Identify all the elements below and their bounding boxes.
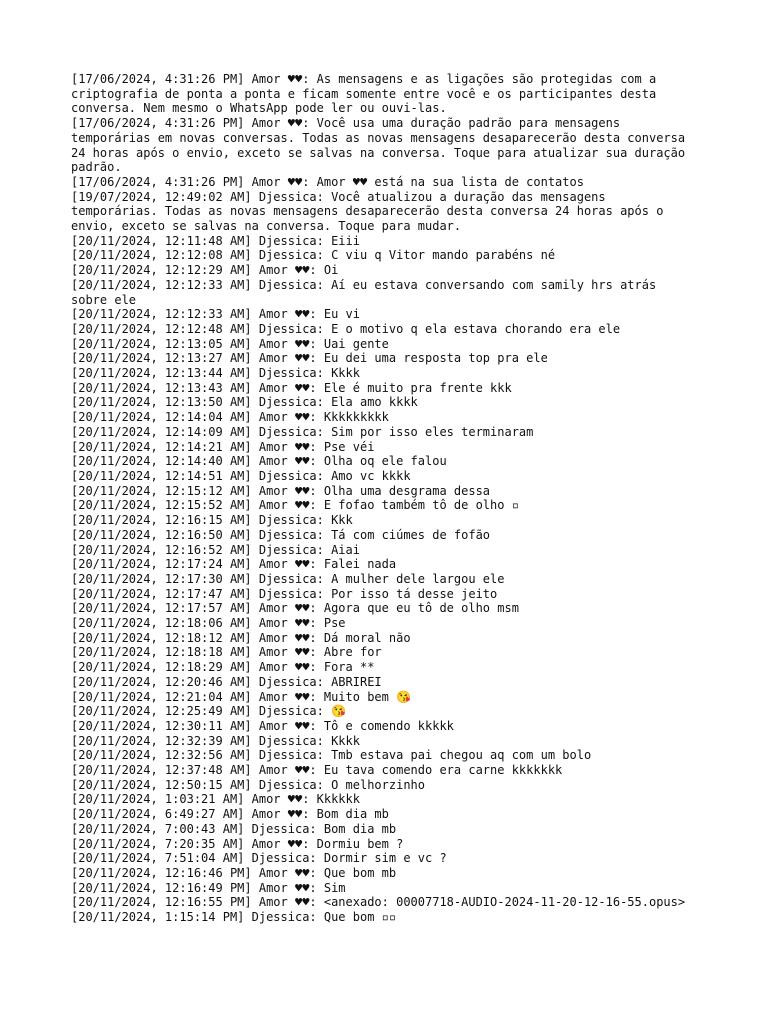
chat-message-line: [20/11/2024, 12:12:48 AM] Djessica: E o motivo q ela estava chorando era ele bbox=[71, 321, 621, 336]
chat-message-line: [20/11/2024, 12:13:43 AM] Amor ♥♥: Ele é muito pra frente kkk bbox=[71, 380, 512, 395]
chat-message-line: [20/11/2024, 7:20:35 AM] Amor ♥♥: Dormiu bem ? bbox=[71, 836, 404, 851]
chat-message-line: [20/11/2024, 12:13:50 AM] Djessica: Ela amo kkkk bbox=[71, 395, 418, 410]
chat-message-line: [20/11/2024, 12:16:49 PM] Amor ♥♥: Sim bbox=[71, 880, 346, 895]
chat-message-line: [20/11/2024, 12:21:04 AM] Amor ♥♥: Muito bem 😘 bbox=[71, 689, 412, 704]
chat-message-line: [20/11/2024, 12:18:06 AM] Amor ♥♥: Pse bbox=[71, 616, 346, 631]
chat-message-line: [20/11/2024, 12:11:48 AM] Djessica: Eiii bbox=[71, 233, 360, 248]
chat-message-line: [20/11/2024, 12:13:05 AM] Amor ♥♥: Uai gente bbox=[71, 336, 389, 351]
chat-message-line: [19/07/2024, 12:49:02 AM] Djessica: Você atualizou a duração das mensagens temporárias. Todas as novas mensagens desaparecerão desta conversa 24 horas após o envio, exceto se salvas na conversa. Toque para mudar. bbox=[71, 189, 671, 234]
chat-message-line: [20/11/2024, 12:50:15 AM] Djessica: O melhorzinho bbox=[71, 777, 426, 792]
chat-message-line: [20/11/2024, 12:12:33 AM] Amor ♥♥: Eu vi bbox=[71, 307, 360, 322]
chat-message-line: [20/11/2024, 12:12:33 AM] Djessica: Aí eu estava conversando com samily hrs atrás sobre ele bbox=[71, 277, 664, 307]
chat-message-line: [20/11/2024, 12:15:52 AM] Amor ♥♥: E fofao também tô de olho ▫ bbox=[71, 498, 519, 513]
chat-message-line: [20/11/2024, 12:20:46 AM] Djessica: ABRIREI bbox=[71, 674, 382, 689]
chat-message-line: [20/11/2024, 12:30:11 AM] Amor ♥♥: Tô e comendo kkkkk bbox=[71, 718, 454, 733]
chat-message-line: [17/06/2024, 4:31:26 PM] Amor ♥♥: Você usa uma duração padrão para mensagens temporárias em novas conversas. Todas as novas mensagens desaparecerão desta conversa 24 horas após o envio, exceto se salvas na conversa. Toque para atualizar sua duração padrão. bbox=[71, 116, 693, 175]
chat-message-line: [20/11/2024, 12:13:27 AM] Amor ♥♥: Eu dei uma resposta top pra ele bbox=[71, 351, 548, 366]
chat-message-line: [20/11/2024, 12:18:12 AM] Amor ♥♥: Dá moral não bbox=[71, 630, 411, 645]
chat-message-line: [20/11/2024, 12:15:12 AM] Amor ♥♥: Olha uma desgrama dessa bbox=[71, 483, 491, 498]
chat-message-line: [20/11/2024, 12:17:57 AM] Amor ♥♥: Agora que eu tô de olho msm bbox=[71, 601, 519, 616]
chat-message-line: [20/11/2024, 12:14:09 AM] Djessica: Sim por isso eles terminaram bbox=[71, 424, 534, 439]
chat-message-line: [20/11/2024, 12:16:15 AM] Djessica: Kkk bbox=[71, 513, 353, 528]
chat-message-line: [20/11/2024, 1:15:14 PM] Djessica: Que bom ▫▫ bbox=[71, 910, 397, 925]
chat-message-line: [20/11/2024, 7:00:43 AM] Djessica: Bom dia mb bbox=[71, 821, 397, 836]
chat-message-line: [17/06/2024, 4:31:26 PM] Amor ♥♥: As mensagens e as ligações são protegidas com a criptografia de ponta a ponta e ficam somente entre você e os participantes desta conversa. Nem mesmo o WhatsApp pode ler ou ouvi-las. bbox=[71, 72, 664, 116]
chat-message-line: [20/11/2024, 12:17:30 AM] Djessica: A mulher dele largou ele bbox=[71, 571, 505, 586]
chat-message-line: [17/06/2024, 4:31:26 PM] Amor ♥♥: Amor ♥♥ está na sua lista de contatos bbox=[71, 174, 584, 189]
chat-message-line: [20/11/2024, 12:13:44 AM] Djessica: Kkkk bbox=[71, 366, 360, 381]
chat-message-line: [20/11/2024, 12:18:18 AM] Amor ♥♥: Abre for bbox=[71, 645, 382, 660]
chat-message-line: [20/11/2024, 12:14:21 AM] Amor ♥♥: Pse véi bbox=[71, 439, 375, 454]
chat-message-line: [20/11/2024, 12:16:50 AM] Djessica: Tá com ciúmes de fofão bbox=[71, 527, 491, 542]
chat-message-line: [20/11/2024, 12:16:52 AM] Djessica: Aiai bbox=[71, 542, 360, 557]
chat-message-line: [20/11/2024, 12:17:47 AM] Djessica: Por isso tá desse jeito bbox=[71, 586, 498, 601]
chat-message-line: [20/11/2024, 1:03:21 AM] Amor ♥♥: Kkkkkk bbox=[71, 792, 360, 807]
chat-message-line: [20/11/2024, 12:14:04 AM] Amor ♥♥: Kkkkkkkkk bbox=[71, 410, 389, 425]
chat-message-line: [20/11/2024, 12:32:56 AM] Djessica: Tmb estava pai chegou aq com um bolo bbox=[71, 748, 592, 763]
chat-message-line: [20/11/2024, 12:16:46 PM] Amor ♥♥: Que bom mb bbox=[71, 865, 397, 880]
chat-message-line: [20/11/2024, 7:51:04 AM] Djessica: Dormir sim e vc ? bbox=[71, 851, 447, 866]
chat-transcript bbox=[71, 72, 696, 925]
chat-message-line: [20/11/2024, 12:12:29 AM] Amor ♥♥: Oi bbox=[71, 263, 339, 278]
chat-message-line: [20/11/2024, 12:16:55 PM] Amor ♥♥: <anexado: 00007718-AUDIO-2024-11-20-12-16-55.opus> bbox=[71, 895, 686, 910]
chat-message-line: [20/11/2024, 12:14:51 AM] Djessica: Amo vc kkkk bbox=[71, 468, 411, 483]
chat-message-line: [20/11/2024, 12:12:08 AM] Djessica: C viu q Vitor mando parabéns né bbox=[71, 248, 556, 263]
chat-message-line: [20/11/2024, 6:49:27 AM] Amor ♥♥: Bom dia mb bbox=[71, 807, 389, 822]
chat-message-line: [20/11/2024, 12:14:40 AM] Amor ♥♥: Olha oq ele falou bbox=[71, 454, 447, 469]
chat-message-line: [20/11/2024, 12:17:24 AM] Amor ♥♥: Falei nada bbox=[71, 557, 397, 572]
chat-message-line: [20/11/2024, 12:32:39 AM] Djessica: Kkkk bbox=[71, 733, 360, 748]
chat-message-line: [20/11/2024, 12:37:48 AM] Amor ♥♥: Eu tava comendo era carne kkkkkkk bbox=[71, 763, 563, 778]
chat-message-line: [20/11/2024, 12:25:49 AM] Djessica: 😘 bbox=[71, 704, 347, 719]
chat-message-line: [20/11/2024, 12:18:29 AM] Amor ♥♥: Fora ** bbox=[71, 660, 375, 675]
